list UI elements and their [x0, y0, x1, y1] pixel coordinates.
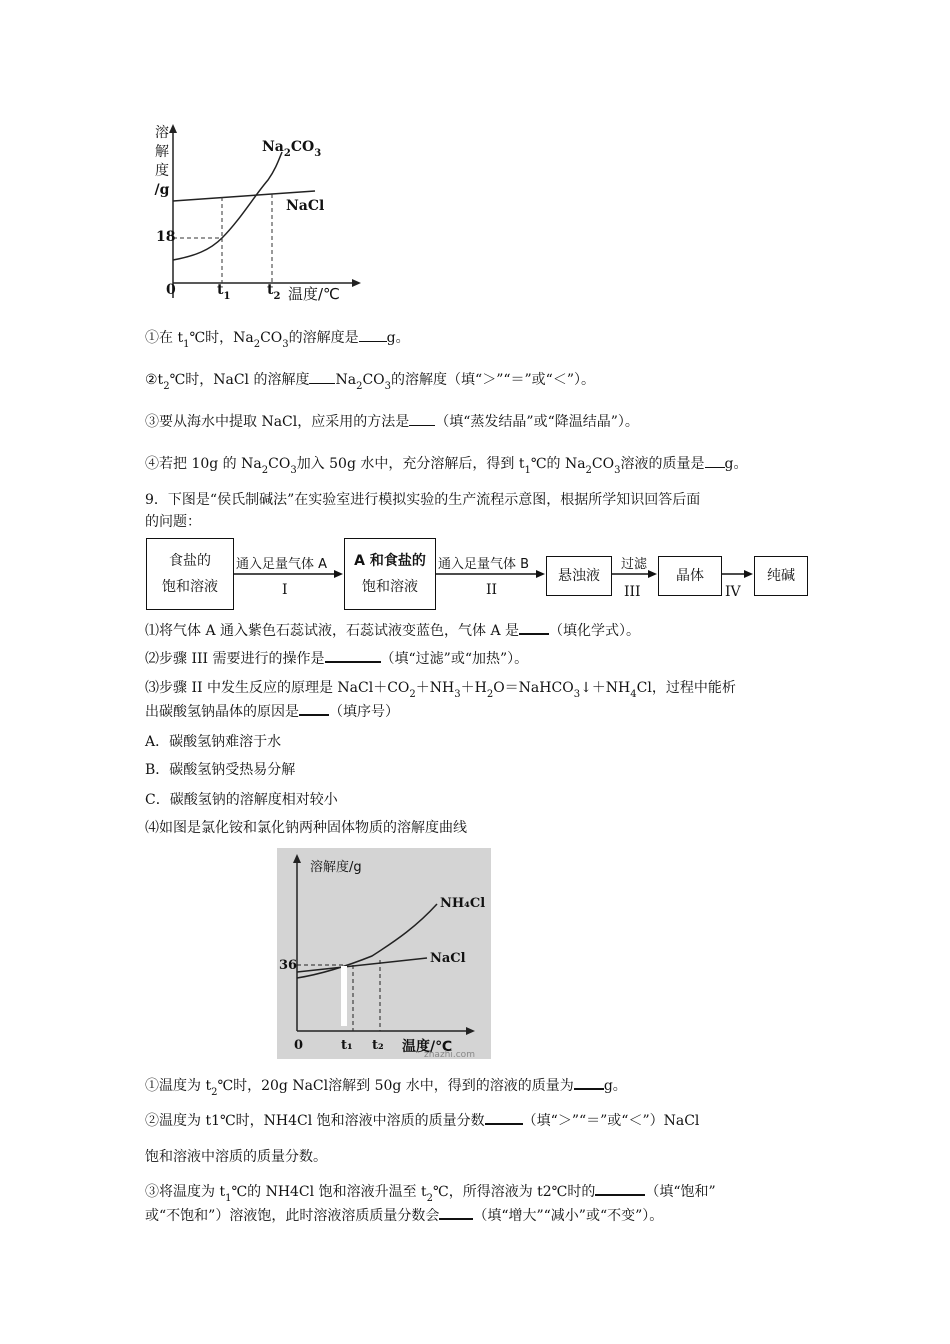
- flow-box-soda: 纯碱: [754, 556, 808, 596]
- chart1-xlabel: 温度/℃: [288, 285, 340, 303]
- flow-arrows: [0, 0, 950, 620]
- q9-option-a: A．碳酸氢钠难溶于水: [145, 734, 282, 750]
- q9b-item-1: ①温度为 $t_2℃$时，20g NaCl溶解到 50g 水中，得到的溶液的质量为 g。: [145, 1078, 627, 1098]
- chart1-origin: 0: [166, 282, 176, 298]
- flow-arrow-3-label: 过滤: [621, 557, 648, 572]
- answer-blank[interactable]: [574, 1076, 604, 1090]
- chart2-legend-nacl: NaCl: [430, 951, 466, 966]
- chart1-ylabel: 溶 解 度 /g: [154, 125, 170, 198]
- q9b-item-3: ③将温度为 $t_1℃$的 NH4Cl 饱和溶液升温至 $t_2℃$，所得溶液为 t2℃时的 （填“饱和”: [145, 1184, 716, 1204]
- chart2-t1: t₁: [341, 1038, 353, 1053]
- flow-box-crystal: 晶体: [658, 556, 722, 596]
- flow-box-a-brine: A 和食盐的 饱和溶液: [344, 538, 436, 610]
- chart2-t2: t₂: [372, 1038, 384, 1053]
- q8-item-3: ③要从海水中提取 NaCl，应采用的方法是 （填“蒸发结晶”或“降温结晶”）。: [145, 414, 639, 430]
- q9b-item-3b: 或“不饱和”）溶液饱，此时溶液溶质质量分数会 （填“增大”“减小”或“不变”）。: [145, 1208, 664, 1224]
- chart2-origin: 0: [294, 1038, 304, 1053]
- answer-blank[interactable]: [595, 1182, 645, 1196]
- answer-blank[interactable]: [519, 621, 549, 635]
- q8-item-2: $②t_2℃$时，NaCl 的溶解度 $Na_2CO_3$的溶解度（填“＞”“＝”或“＜”）。: [145, 372, 595, 392]
- q9-part-3b: 出碳酸氢钠晶体的原因是 （填序号）: [145, 704, 399, 720]
- q8-item-1: ①在 $t_1℃$时，$Na_2CO_3$的溶解度是 g。: [145, 330, 410, 350]
- q9-option-c: C．碳酸氢钠的溶解度相对较小: [145, 792, 338, 808]
- q9-title-line-1: 9．下图是“侯氏制碱法”在实验室进行模拟实验的生产流程示意图，根据所学知识回答后面: [145, 492, 701, 508]
- q9-part-3: ⑶步骤 II 中发生反应的原理是 $NaCl+CO_2+NH_3+H_2O=NaHCO_3↓+NH_4Cl$，过程中能析: [145, 680, 736, 700]
- flow-step-1: I: [282, 582, 288, 598]
- flow-box-brine: 食盐的 饱和溶液: [146, 538, 234, 610]
- chart1-t1: $t_1$: [217, 282, 231, 302]
- flow-arrow-2-label: 通入足量气体 B: [438, 557, 530, 572]
- nh4cl-curve: [297, 904, 437, 978]
- chart2-tick-36: 36: [279, 958, 298, 973]
- answer-blank[interactable]: [439, 1206, 473, 1220]
- answer-blank[interactable]: [299, 702, 329, 716]
- q9-title-line-2: 的问题：: [145, 514, 201, 530]
- chart2-xlabel: 温度/℃: [402, 1039, 453, 1055]
- flow-box-suspension: 悬浊液: [546, 556, 612, 596]
- answer-blank[interactable]: [325, 649, 381, 663]
- q9-part-1: ⑴将气体 A 通入紫色石蕊试液，石蕊试液变蓝色，气体 A 是 （填化学式）。: [145, 623, 641, 639]
- answer-blank[interactable]: [485, 1111, 523, 1125]
- y-axis-arrow: [293, 854, 301, 863]
- chart2-ylabel: 溶解度/g: [310, 860, 362, 875]
- chart1-legend-na2co3: $Na_2CO_3$: [262, 139, 322, 159]
- flow-step-2: II: [486, 582, 498, 598]
- chart2-legend-nh4cl: NH₄Cl: [440, 896, 486, 911]
- q9b-item-2b: 饱和溶液中溶质的质量分数。: [145, 1149, 327, 1165]
- q9-part-2: ⑵步骤 III 需要进行的操作是 （填“过滤”或“加热”）。: [145, 651, 529, 667]
- x-axis-arrow: [466, 1027, 475, 1035]
- q9-part-4: ⑷如图是氯化铵和氯化钠两种固体物质的溶解度曲线: [145, 820, 467, 836]
- flow-step-4: IV: [725, 584, 741, 600]
- q8-item-4: ④若把 10g 的 $Na_2CO_3$加入 50g 水中，充分溶解后，得到 $t_1℃$的 $Na_2CO_3$溶液的质量是 g。: [145, 456, 748, 476]
- chart1-legend-nacl: NaCl: [286, 198, 325, 214]
- t1-marker: [341, 966, 347, 1026]
- chart2-watermark: zhazhi.com: [424, 1050, 475, 1060]
- flow-arrow-1-label: 通入足量气体 A: [236, 557, 328, 572]
- chart1-t2: $t_2$: [267, 282, 281, 302]
- q9-option-b: B．碳酸氢钠受热易分解: [145, 762, 296, 778]
- chart1-tick-18: 18: [156, 229, 176, 245]
- q9b-item-2: ②温度为 t1℃时，NH4Cl 饱和溶液中溶质的质量分数 （填“＞”“＝”或“＜”）NaCl: [145, 1113, 700, 1129]
- flow-step-3: III: [624, 584, 641, 600]
